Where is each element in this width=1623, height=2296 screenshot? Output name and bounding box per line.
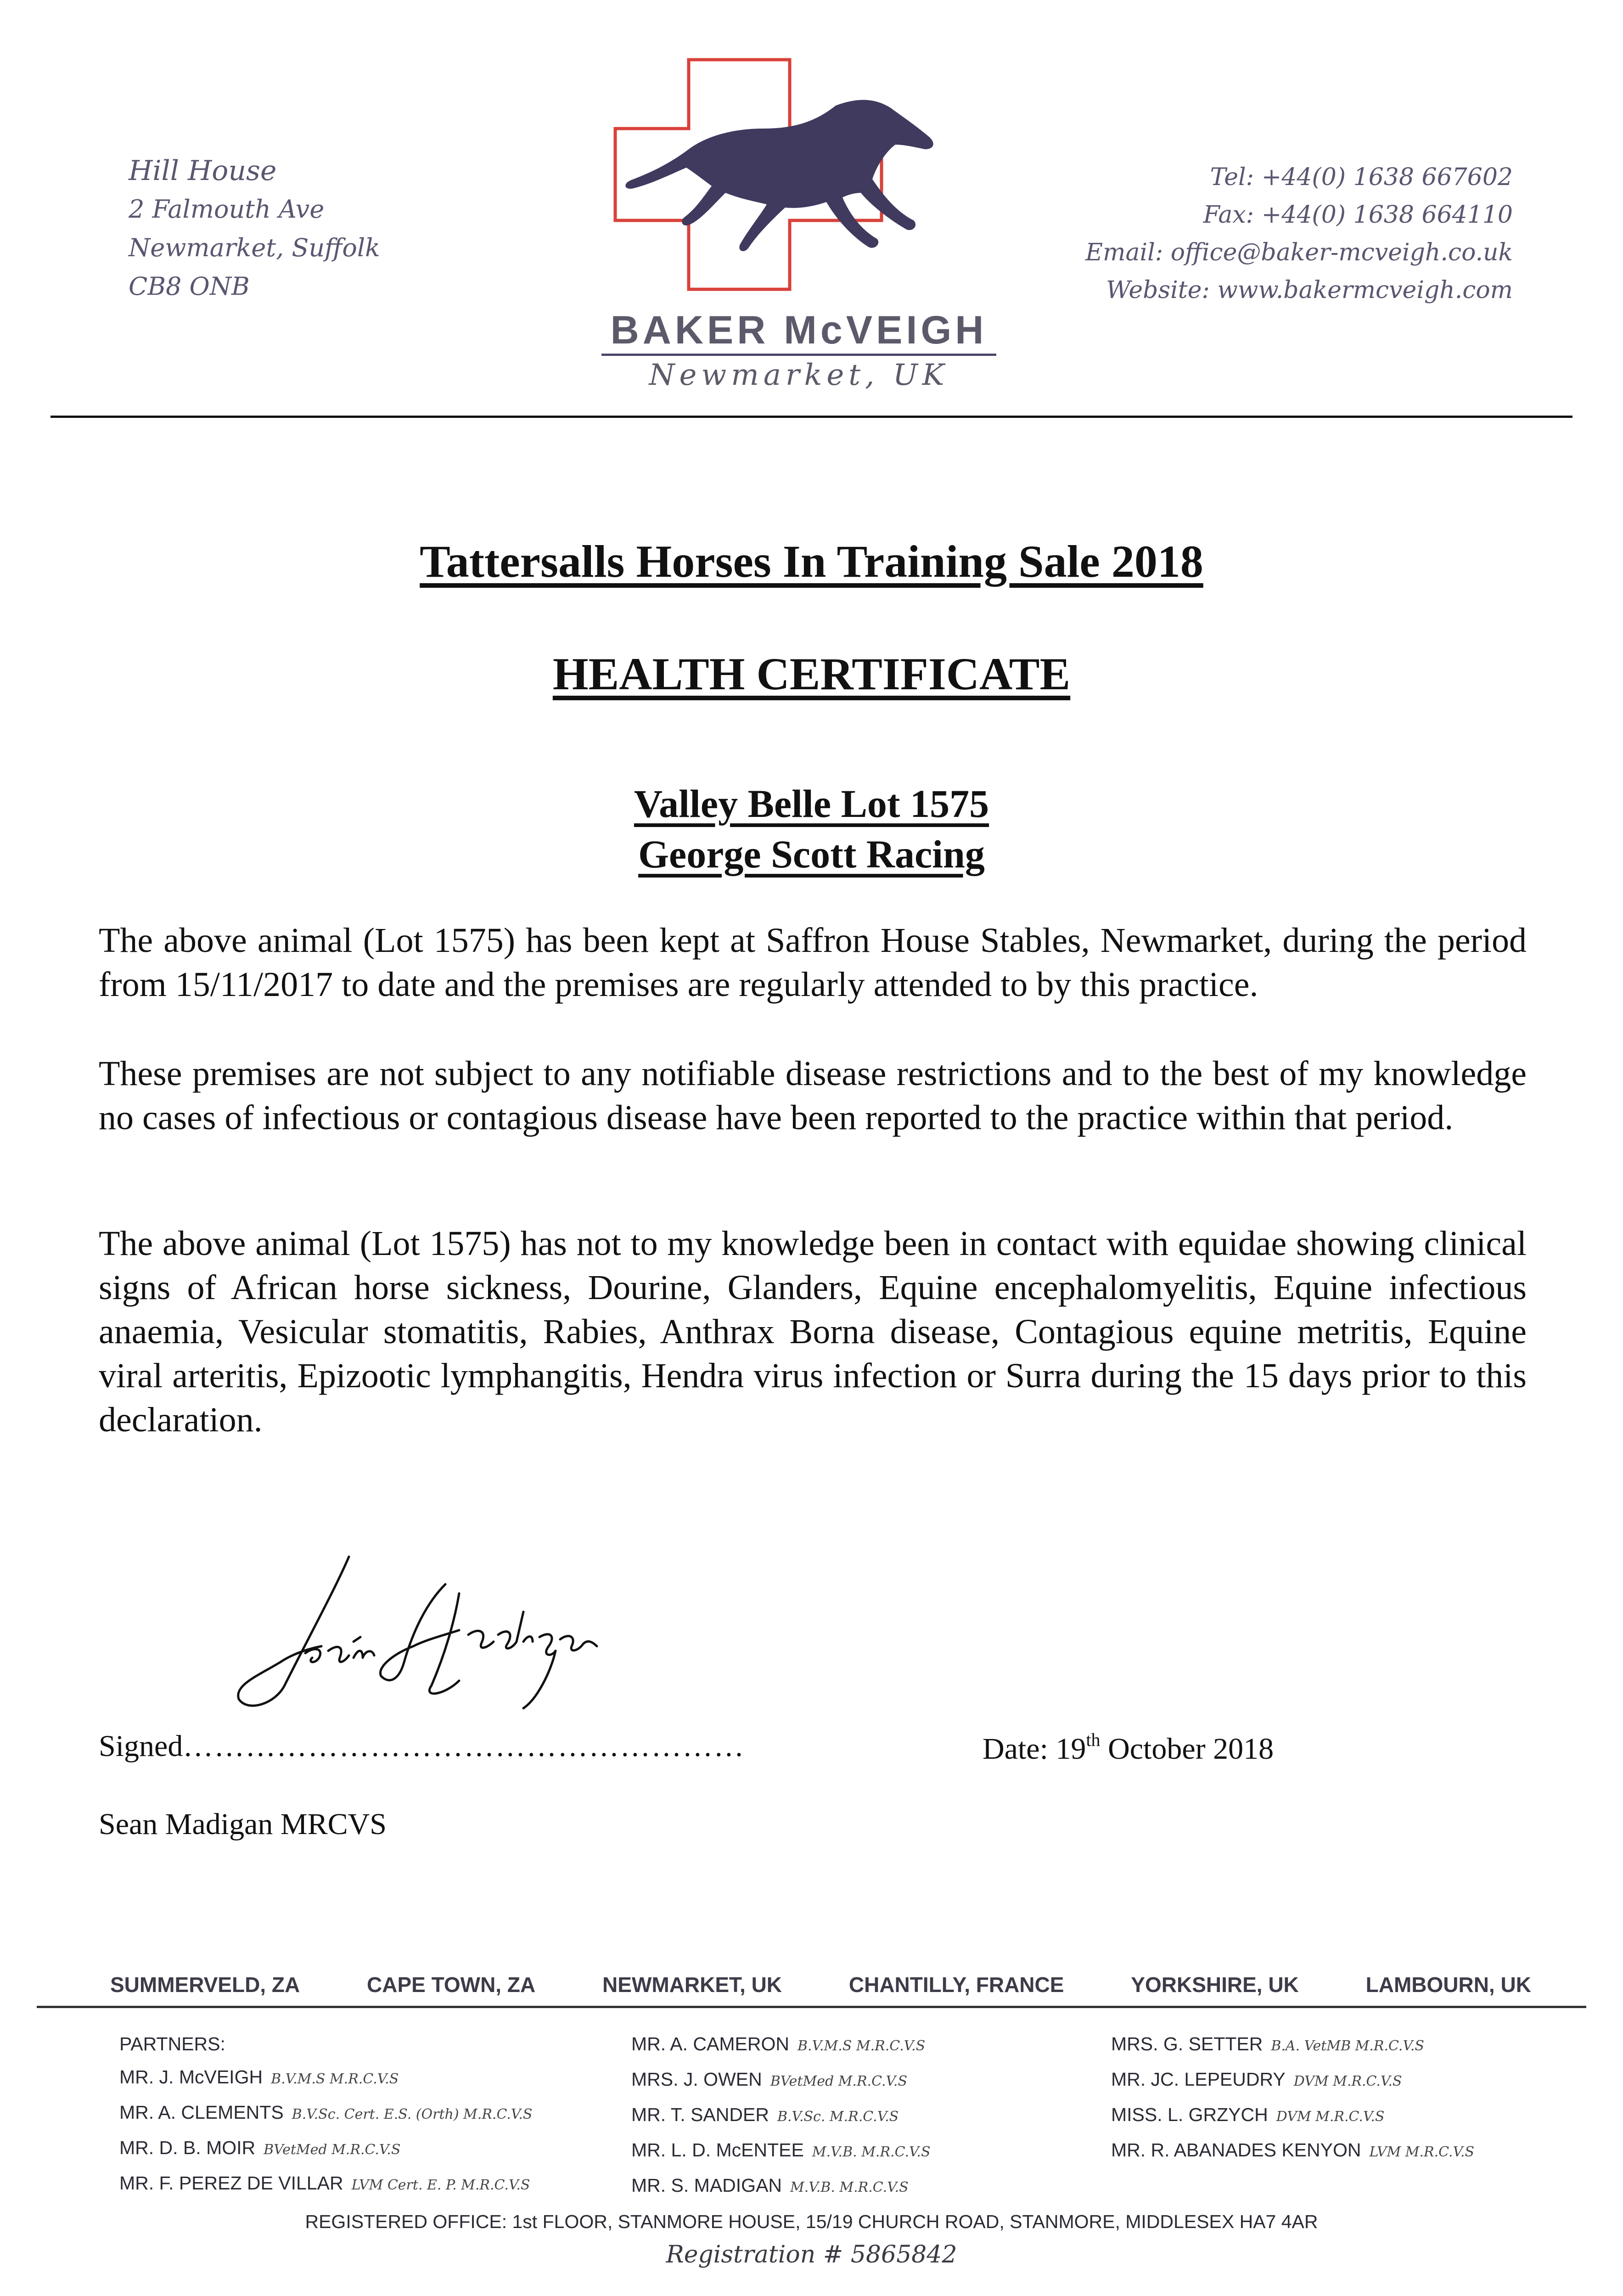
horse-lot-title: Valley Belle Lot 1575 [634, 782, 989, 826]
signature-dotted-line: ……………………………………………… [183, 1729, 745, 1763]
partner-entry [1111, 2098, 1474, 2133]
header-divider [51, 416, 1572, 418]
partner-qualifications: M.V.B. M.R.C.V.S [790, 2179, 909, 2195]
contact-email: Email: office@baker-mcveigh.co.uk [1085, 239, 1513, 266]
partner-name: MR. JC. LEPEUDRY [1111, 2069, 1286, 2090]
partner-name: MR. T. SANDER [631, 2104, 769, 2125]
location-item: SUMMERVELD, ZA [110, 1973, 300, 1997]
signed-label: Signed [99, 1729, 183, 1763]
contact-fax: Fax: +44(0) 1638 664110 [1203, 201, 1513, 229]
partner-entry [631, 2027, 931, 2063]
partner-entry [631, 2133, 931, 2169]
partner-entry [119, 2060, 532, 2096]
body-paragraph-contact: The above animal (Lot 1575) has not to my knowledge been in contact with equidae showing clinical signs of African horse sickness, Dourine, Glanders, Equine encephalomyelitis, Equine infectious anaemia, Vesicular stomatitis, Rabies, Anthrax Borna disease, Contagious equine metritis, Equine viral arteritis, Epizootic lymphangitis, Hendra virus infection or Surra during the 15 days prior to this declaration. [99, 1224, 1527, 1439]
signer-name: Sean Madigan MRCVS [99, 1807, 387, 1841]
partners-column-1 [119, 2027, 532, 2202]
partner-qualifications: DVM M.R.C.V.S [1276, 2109, 1385, 2125]
partner-entry [119, 2131, 532, 2167]
brand-underline [601, 354, 996, 356]
trainer-title: George Scott Racing [638, 832, 985, 876]
footer-divider [37, 2006, 1586, 2008]
practice-contact [962, 158, 1513, 309]
partner-qualifications: B.V.M.S M.R.C.V.S [271, 2071, 399, 2087]
partners-column-3 [1111, 2027, 1474, 2169]
address-line: Newmarket, Suffolk [129, 233, 380, 262]
partner-name: MRS. G. SETTER [1111, 2033, 1263, 2054]
date-prefix: Date: 19 [983, 1732, 1086, 1766]
registered-office: REGISTERED OFFICE: 1st FLOOR, STANMORE HOUSE, 15/19 CHURCH ROAD, STANMORE, MIDDLESEX HA7 4AR [305, 2211, 1318, 2232]
location-item: LAMBOURN, UK [1365, 1973, 1531, 1997]
contact-website: Website: www.bakermcveigh.com [1106, 276, 1513, 304]
partner-entry [631, 2098, 931, 2133]
partner-qualifications: B.V.Sc. Cert. E.S. (Orth) M.R.C.V.S [292, 2106, 533, 2122]
practice-address [129, 152, 542, 306]
sale-title: Tattersalls Horses In Training Sale 2018 [420, 536, 1203, 587]
partner-name: MRS. J. OWEN [631, 2069, 762, 2090]
date-rest: October 2018 [1100, 1732, 1274, 1766]
partner-qualifications: BVetMed M.R.C.V.S [264, 2142, 401, 2158]
body-paragraph-premises: These premises are not subject to any notifiable disease restrictions and to the best of my knowledge no cases of infectious or contagious disease have been reported to the practice within that period. [99, 1054, 1527, 1137]
certificate-title: HEALTH CERTIFICATE [552, 648, 1071, 699]
partner-qualifications: BVetMed M.R.C.V.S [770, 2073, 908, 2089]
location-item: CHANTILLY, FRANCE [848, 1973, 1064, 1997]
office-locations [110, 1972, 1531, 1997]
partners-column-2 [631, 2027, 931, 2204]
address-line: Hill House [129, 155, 277, 187]
partner-entry [631, 2169, 931, 2204]
location-item: YORKSHIRE, UK [1131, 1973, 1299, 1997]
brand-name: BAKER McVEIGH [610, 308, 988, 352]
partner-name: MISS. L. GRZYCH [1111, 2104, 1268, 2125]
partner-qualifications: B.A. VetMB M.R.C.V.S [1271, 2038, 1424, 2054]
partner-qualifications: M.V.B. M.R.C.V.S [812, 2144, 931, 2160]
partner-qualifications: B.V.Sc. M.R.C.V.S [777, 2109, 899, 2125]
partner-qualifications: LVM M.R.C.V.S [1369, 2144, 1475, 2160]
partner-qualifications: B.V.M.S M.R.C.V.S [797, 2038, 926, 2054]
partner-name: MR. L. D. McENTEE [631, 2139, 804, 2161]
partner-name: MR. A. CAMERON [631, 2033, 789, 2054]
partners-label: PARTNERS: [119, 2033, 225, 2054]
partner-entry [119, 2096, 532, 2131]
partner-entry [1111, 2027, 1474, 2063]
location-item: NEWMARKET, UK [602, 1973, 782, 1997]
contact-phone: Tel: +44(0) 1638 667602 [1210, 163, 1513, 191]
partner-qualifications: LVM Cert. E. P. M.R.C.V.S [351, 2177, 530, 2193]
signature-date [983, 1729, 1274, 1767]
partner-name: MR. S. MADIGAN [631, 2175, 782, 2196]
address-line: 2 Falmouth Ave [129, 195, 325, 224]
date-ordinal: th [1086, 1729, 1101, 1750]
partner-name: MR. J. McVEIGH [119, 2066, 263, 2088]
partner-entry [1111, 2133, 1474, 2169]
location-item: CAPE TOWN, ZA [367, 1973, 536, 1997]
partner-name: MR. A. CLEMENTS [119, 2102, 284, 2123]
partner-name: MR. R. ABANADES KENYON [1111, 2139, 1361, 2161]
partner-name: MR. D. B. MOIR [119, 2137, 256, 2158]
address-line: CB8 ONB [129, 272, 250, 301]
body-paragraph-stabling: The above animal (Lot 1575) has been kept at Saffron House Stables, Newmarket, during the period from 15/11/2017 to date and the premises are regularly attended to by this practice. [99, 921, 1527, 1004]
partner-name: MR. F. PEREZ DE VILLAR [119, 2172, 343, 2194]
partner-qualifications: DVM M.R.C.V.S [1293, 2073, 1402, 2089]
brand-location: Newmarket, UK [649, 358, 949, 392]
partner-entry [119, 2167, 532, 2202]
partner-entry [631, 2063, 931, 2098]
registration-number: Registration # 5865842 [666, 2241, 957, 2268]
handwritten-signature [230, 1548, 634, 1731]
partner-entry [1111, 2063, 1474, 2098]
signature-line [99, 1729, 745, 1764]
